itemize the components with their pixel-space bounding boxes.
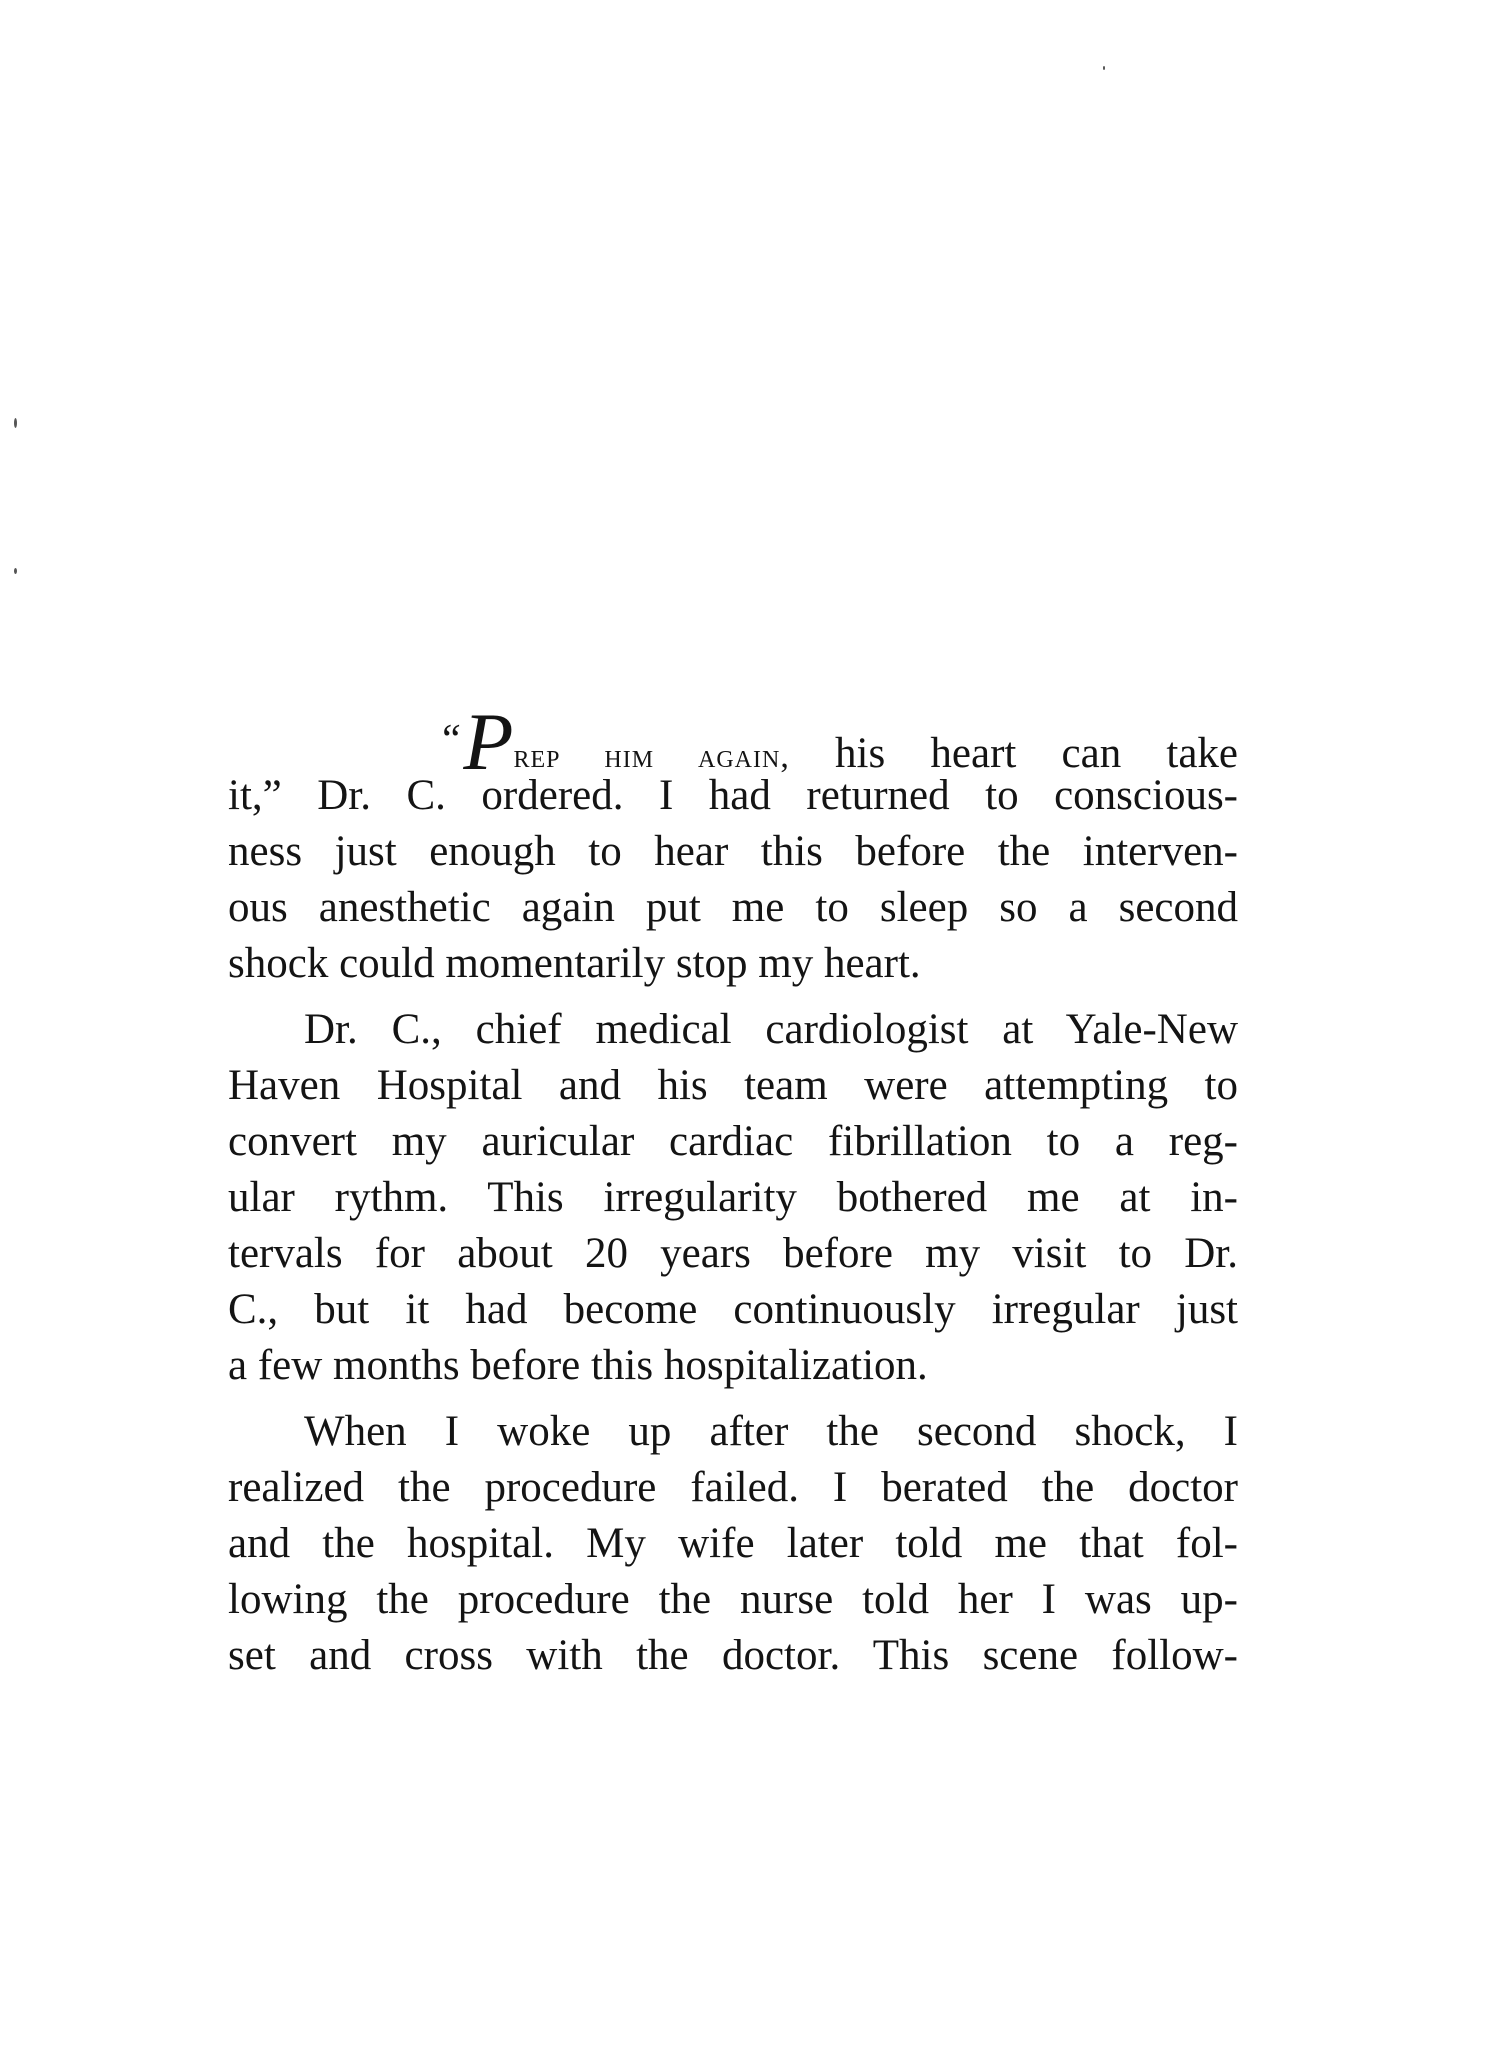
- paragraph-2-line: C., but it had become continuously irregular just: [228, 1286, 1238, 1333]
- paragraph-3-line: When I woke up after the second shock, I: [304, 1408, 1238, 1455]
- paragraph-3-line: set and cross with the doctor. This scene follow-: [228, 1632, 1238, 1679]
- small-caps-lead: rep him again,: [513, 738, 790, 775]
- margin-speck: [14, 418, 17, 428]
- opening-line: [228, 696, 1239, 787]
- opening-line-text: his heart can take: [789, 730, 1239, 777]
- paragraph-gap: [228, 1394, 1238, 1404]
- paragraph-2-line: Dr. C., chief medical cardiologist at Yale-New: [304, 1006, 1238, 1053]
- paragraph-2-line: convert my auricular cardiac fibrillation to a reg-: [228, 1118, 1238, 1165]
- paragraph-2-line: ular rythm. This irregularity bothered me at in-: [228, 1174, 1238, 1221]
- paragraph-1-line: it,” Dr. C. ordered. I had returned to conscious-: [228, 772, 1238, 819]
- margin-speck: [14, 568, 17, 574]
- paragraph-3-line: lowing the procedure the nurse told her I was up-: [228, 1576, 1238, 1623]
- paragraph-1-line: shock could momentarily stop my heart.: [228, 940, 921, 987]
- paragraph-1-line: ness just enough to hear this before the interven-: [228, 828, 1238, 875]
- paragraph-2-line: Haven Hospital and his team were attempting to: [228, 1062, 1238, 1109]
- paragraph-2-line: a few months before this hospitalization.: [228, 1342, 928, 1389]
- margin-speck: [1103, 66, 1105, 70]
- drop-cap: P: [463, 696, 514, 787]
- paragraph-1-line: ous anesthetic again put me to sleep so a second: [228, 884, 1238, 931]
- open-quote: “: [438, 717, 462, 763]
- paragraph-3-line: and the hospital. My wife later told me that fol-: [228, 1520, 1238, 1567]
- body-text: [228, 696, 1239, 1684]
- paragraph-gap: [228, 992, 1238, 1002]
- paragraph-2-line: tervals for about 20 years before my visit to Dr.: [228, 1230, 1238, 1277]
- paragraph-3-line: realized the procedure failed. I berated the doctor: [228, 1464, 1238, 1511]
